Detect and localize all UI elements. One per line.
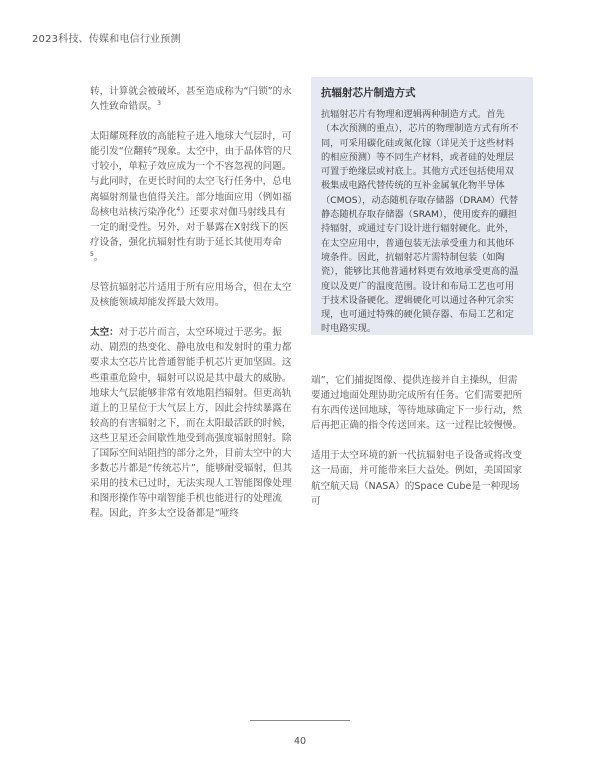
left-paragraph-2	[90, 129, 295, 265]
footer-divider	[250, 720, 350, 721]
left-paragraph-3: 尽管抗辐射芯片适用于所有应用场合，但在太空及核能领域却能发挥最大效用。	[90, 282, 292, 309]
page-number: 40	[293, 736, 307, 747]
running-header: 2023科技、传媒和电信行业预测	[32, 34, 181, 45]
left-paragraph-4	[90, 325, 295, 521]
space-lead-label: 太空：	[90, 327, 119, 339]
sidebar-title: 抗辐射芯片制造方式	[321, 87, 416, 99]
right-paragraph-1: 端”，它们捕捉图像、提供连接并自主操纵，但需要通过地面处理协助完成所有任务。它们需要把所有东西传送回地球，等待地球确定下一步行动，然后再把正确的指令传送回来。这一过程比较慢慢。	[311, 375, 523, 432]
sidebar-body: 抗辐射芯片有物理和逻辑两种制造方式。首先（本次预测的重点），芯片的物理制造方式有所不同，可采用碳化硅或氮化镓（详见关于这些材料的相应预测）等不同生产材料，或者硅的处理层可置于绝缘层或衬底上。其他方式还包括使用双极集成电路代替传统的互补金属氧化物半导体（CMOS），动态随机存取存储器（DRAM）代替静态随机存取存储器（SRAM），使用废弃的硼担持辐射，或通过专门设计进行辐射硬化。此外，在太空应用中，普通包装无法承受重力和其他环境条件。因此，抗辐射芯片需特制包装（如陶瓷），能够比其他普通材料更有效地承受更高的温度以及更广的温度范围。设计和布局工艺也可用于技术设备硬化。逻辑硬化可以通过各种冗余实现，也可通过特殊的硬化锁存器、布局工艺和定时电路实现。	[321, 109, 519, 335]
right-paragraph-2: 适用于太空环境的新一代抗辐射电子设备或将改变这一局面，并可能带来巨大益处。例如，美国国家航空航天局（NASA）的Space Cube是一种现场可	[311, 450, 523, 507]
left-paragraph-2-text-b: ）还要求对伽马射线具有一定的耐受性。另外，对于暴露在X射线下的医疗设备，强化抗辐射性有助于延长其使用寿命	[90, 206, 289, 248]
left-paragraph-4-text: 对于芯片而言，太空环境过于恶劣。振动、剧烈的热变化、静电放电和发射时的重力都要求太空芯片比普通智能手机芯片更加坚固。这些重重危险中，辐射可以说是其中最大的威胁。地球大气层能够非常有效地阻挡辐射。但更高轨道上的卫星位于大气层上方，因此会持续暴露在较高的有害辐射之下，而在太阳最活跃的时候，这些卫星还会间歇性地受到高强度辐射照射。除了国际空间站阻挡的部分之外，目前太空中的大多数芯片都是“传统芯片”，能够耐受辐射，但其采用的技术已过时，无法实现人工智能图像处理和图形操作等中端智能手机也能进行的处理流程。因此，许多太空设备都是“哑终	[90, 327, 292, 520]
left-column	[90, 84, 295, 536]
footnote-ref-4[interactable]: 4	[176, 205, 181, 213]
sidebar-box	[311, 77, 533, 335]
left-paragraph-2-text-a: 太阳耀斑释放的高能粒子进入地球大气层时，可能引发“位翻转”现象。太空中，由于晶体管的尺寸较小，单粒子效应成为一个不容忽视的问题。与此同时，在更长时间的太空飞行任务中，总电离辐射剂量也值得关注。部分地面应用（例如福岛核电站核污染净化	[90, 131, 292, 218]
left-paragraph-2-text-c: 。	[93, 251, 104, 263]
left-paragraph-1-text: 转，计算就会被破坏，甚至造成称为“闩锁”的永久性致命错误。	[90, 86, 292, 113]
right-column	[311, 373, 523, 524]
footnote-ref-5[interactable]: 5	[90, 250, 94, 258]
left-paragraph-1	[90, 84, 295, 114]
footnote-ref-3[interactable]: 3	[157, 99, 161, 107]
